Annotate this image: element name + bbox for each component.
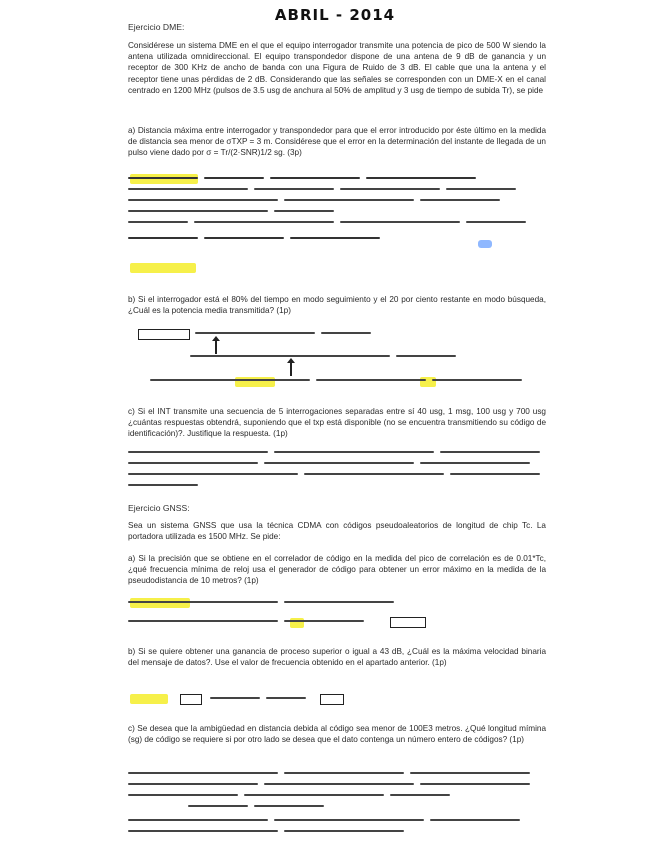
dme-heading: Ejercicio DME: [128, 22, 185, 32]
handwritten-answer-gnss-c [128, 765, 548, 839]
handwritten-answer-gnss-a-2 [128, 613, 548, 629]
dme-question-c: c) Si el INT transmite una secuencia de 5 interrogaciones separadas entre sí 40 usg, 1 msg, 100 usg y 700 usg ¿cuántas respuestas obtendrá, suponiendo que el txp está disponible (no se encuentra transmitiendo su código de identificación)?. Justifique la respuesta. (1p) [128, 407, 546, 439]
handwritten-answer-b-2 [190, 348, 530, 364]
highlight-mark [130, 694, 168, 704]
gnss-question-a: a) Si la precisión que se obtiene en el correlador de código en la medida del pico de correlación es de 0.01*Tc, ¿qué frecuencia mínima de reloj usa el generador de código para obtener un error máximo en la medida de la pseudodistancia de 10 metros? (1p) [128, 554, 546, 586]
answer-box [180, 694, 202, 705]
dme-question-b: b) Si el interrogador está el 80% del tiempo en modo seguimiento y el 20 por ciento restante en modo búsqueda, ¿Cuál es la potencia media transmitida? (1p) [128, 295, 546, 316]
dme-intro: Considérese un sistema DME en el que el equipo interrogador transmite una potencia de pico de 500 W siendo la antena utilizada omnidireccional. El equipo transpondedor dispone de una antena de 9 dB de ganancia y un receptor de 300 KHz de ancho de banda con una Figura de Ruido de 3 dB. El cable que una la antena y el receptor tiene unas pérdidas de 2 dB. Considerando que las señales se corresponden con un DME-X en el canal centrado en 1200 MHz (pulsos de 3.5 usg de anchura al 50% de amplitud y 3 usg de tiempo de subida Tr), se pide [128, 41, 546, 95]
handwritten-answer-b-3 [150, 372, 550, 388]
gnss-question-c: c) Se desea que la ambigüedad en distancia debida al código sea menor de 100E3 metros. ¿Qué longitud mímina (sg) de código se requiere si por otro lado se desea que el dato contenga un número entero de códigos? (1p) [128, 724, 546, 745]
page-title: ABRIL - 2014 [274, 6, 396, 24]
answer-box [320, 694, 344, 705]
handwritten-answer-b [195, 325, 525, 341]
handwritten-answer-gnss-a [128, 594, 548, 610]
handwritten-answer-c [128, 444, 548, 493]
handwritten-answer-a [128, 170, 548, 246]
dme-question-a: a) Distancia máxima entre interrogador y transpondedor para que el error introducido por éste último en la medida de distancia sea menor de σTXP = 3 m. Considérese que el error en la determinación del instante de llegada de un pulso viene dado por σ = Tr/(2·SNR)1/2 sg. (3p) [128, 126, 546, 158]
answer-box [138, 329, 190, 340]
pen-mark [478, 240, 492, 248]
highlight-mark [130, 263, 196, 273]
gnss-question-b: b) Si se quiere obtener una ganancia de proceso superior o igual a 43 dB, ¿Cuál es la máxima velocidad binaria del mensaje de datos?. Use el valor de frecuencia obtenido en el apartado anterior. (1p) [128, 647, 546, 668]
gnss-intro: Sea un sistema GNSS que usa la técnica CDMA con códigos pseudoaleatorios de longitud de chip Tc. La portadora utilizada es 1500 MHz. Se pide: [128, 521, 546, 542]
gnss-heading: Ejercicio GNSS: [128, 503, 190, 513]
